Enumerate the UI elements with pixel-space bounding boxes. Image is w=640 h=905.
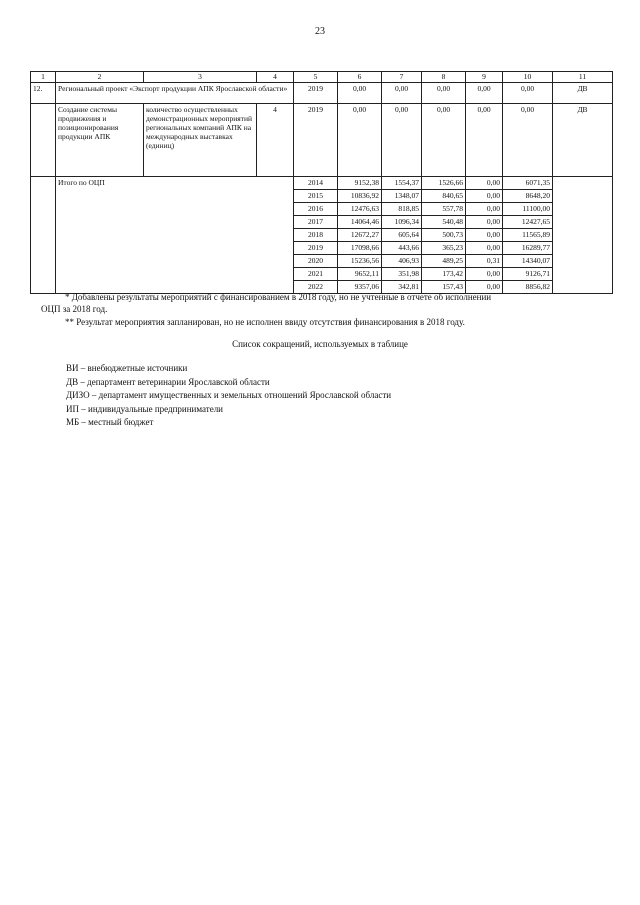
total-value: 8856,82: [503, 281, 553, 294]
total-value: 14064,46: [338, 216, 382, 229]
task-value: 4: [257, 104, 294, 177]
footnote-2: ** Результат мероприятия запланирован, но не исполнен ввиду отсутствия финансирования в 2018 году.: [65, 317, 465, 328]
project-v8: 0,00: [422, 83, 466, 104]
header-cell: 8: [422, 72, 466, 83]
total-value: 365,23: [422, 242, 466, 255]
project-v9: 0,00: [466, 83, 503, 104]
total-value: 1526,66: [422, 177, 466, 190]
abbreviation-item: ИП – индивидуальные предприниматели: [66, 403, 223, 414]
total-value: 9652,11: [338, 268, 382, 281]
task-number: [31, 104, 56, 177]
footnotes: [41, 291, 617, 328]
row-number: 12.: [31, 83, 56, 104]
total-value: 1348,07: [382, 190, 422, 203]
footnote-1: * Добавлены результаты мероприятий с финансированием в 2018 году, но не учтенные в отчете об исполнении: [65, 292, 492, 302]
total-value: 351,98: [382, 268, 422, 281]
total-value: 17098,66: [338, 242, 382, 255]
total-value: 818,85: [382, 203, 422, 216]
total-year: 2019: [294, 242, 338, 255]
total-value: 840,65: [422, 190, 466, 203]
task-executor: ДВ: [553, 104, 613, 177]
total-value: 15236,56: [338, 255, 382, 268]
page-number: 23: [315, 26, 325, 37]
total-year: 2022: [294, 281, 338, 294]
header-cell: 6: [338, 72, 382, 83]
total-value: 11565,89: [503, 229, 553, 242]
totals-section: [31, 177, 613, 294]
total-value: 1554,37: [382, 177, 422, 190]
total-value: 12427,65: [503, 216, 553, 229]
project-executor: ДВ: [553, 83, 613, 104]
abbreviation-item: ДИЗО – департамент имущественных и земельных отношений Ярославской области: [66, 390, 392, 400]
total-year: 2017: [294, 216, 338, 229]
total-value: 557,78: [422, 203, 466, 216]
total-number-cell: [31, 177, 56, 294]
total-executor-cell: [553, 177, 613, 294]
total-value: 157,43: [422, 281, 466, 294]
total-value: 0,00: [466, 229, 503, 242]
total-value: 11100,00: [503, 203, 553, 216]
total-row: [31, 177, 613, 190]
total-value: 443,66: [382, 242, 422, 255]
abbreviation-item: ДВ – департамент ветеринарии Ярославской области: [66, 376, 270, 387]
task-year: 2019: [294, 104, 338, 177]
total-value: 0,31: [466, 255, 503, 268]
header-cell: 10: [503, 72, 553, 83]
total-value: 6071,35: [503, 177, 553, 190]
task-v7: 0,00: [382, 104, 422, 177]
total-year: 2021: [294, 268, 338, 281]
task-indicator: количество осуществленных демонстрационных мероприятий региональных компаний АПК на международных выставках (единиц): [144, 104, 257, 177]
total-value: 0,00: [466, 268, 503, 281]
total-year: 2015: [294, 190, 338, 203]
abbreviation-item: МБ – местный бюджет: [66, 417, 154, 427]
program-results-table: [30, 71, 613, 294]
total-value: 0,00: [466, 242, 503, 255]
total-value: 1096,34: [382, 216, 422, 229]
total-value: 14340,07: [503, 255, 553, 268]
task-v6: 0,00: [338, 104, 382, 177]
total-value: 9152,38: [338, 177, 382, 190]
total-value: 406,93: [382, 255, 422, 268]
task-v9: 0,00: [466, 104, 503, 177]
project-year: 2019: [294, 83, 338, 104]
header-cell: 3: [144, 72, 257, 83]
total-value: 10836,92: [338, 190, 382, 203]
total-value: 12672,27: [338, 229, 382, 242]
table-header-row: [31, 72, 613, 83]
abbreviation-item: ВИ – внебюджетные источники: [66, 363, 188, 373]
total-year: 2016: [294, 203, 338, 216]
total-value: 12476,63: [338, 203, 382, 216]
task-v10: 0,00: [503, 104, 553, 177]
task-row: [31, 104, 613, 177]
total-value: 0,00: [466, 281, 503, 294]
total-value: 0,00: [466, 216, 503, 229]
total-value: 0,00: [466, 203, 503, 216]
total-label: Итого по ОЦП: [56, 177, 294, 294]
total-value: 16289,77: [503, 242, 553, 255]
total-year: 2020: [294, 255, 338, 268]
total-year: 2014: [294, 177, 338, 190]
total-value: 0,00: [466, 177, 503, 190]
header-cell: 7: [382, 72, 422, 83]
task-v8: 0,00: [422, 104, 466, 177]
total-value: 0,00: [466, 190, 503, 203]
total-value: 8648,20: [503, 190, 553, 203]
task-name: Создание системы продвижения и позиционирования продукции АПК: [56, 104, 144, 177]
total-value: 500,73: [422, 229, 466, 242]
total-value: 9357,06: [338, 281, 382, 294]
project-v7: 0,00: [382, 83, 422, 104]
total-year: 2018: [294, 229, 338, 242]
project-name: Региональный проект «Экспорт продукции АПК Ярославской области»: [56, 83, 294, 104]
project-v10: 0,00: [503, 83, 553, 104]
total-value: 489,25: [422, 255, 466, 268]
header-cell: 11: [553, 72, 613, 83]
project-row: [31, 83, 613, 104]
total-value: 342,81: [382, 281, 422, 294]
total-value: 9126,71: [503, 268, 553, 281]
total-value: 605,64: [382, 229, 422, 242]
header-cell: 9: [466, 72, 503, 83]
total-value: 173,42: [422, 268, 466, 281]
abbreviations-title: Список сокращений, используемых в таблице: [232, 339, 408, 349]
header-cell: 5: [294, 72, 338, 83]
footnote-1-continued: ОЦП за 2018 год.: [41, 304, 108, 315]
header-cell: 1: [31, 72, 56, 83]
project-v6: 0,00: [338, 83, 382, 104]
abbreviations-list: [66, 362, 391, 430]
total-value: 540,48: [422, 216, 466, 229]
header-cell: 2: [56, 72, 144, 83]
header-cell: 4: [257, 72, 294, 83]
